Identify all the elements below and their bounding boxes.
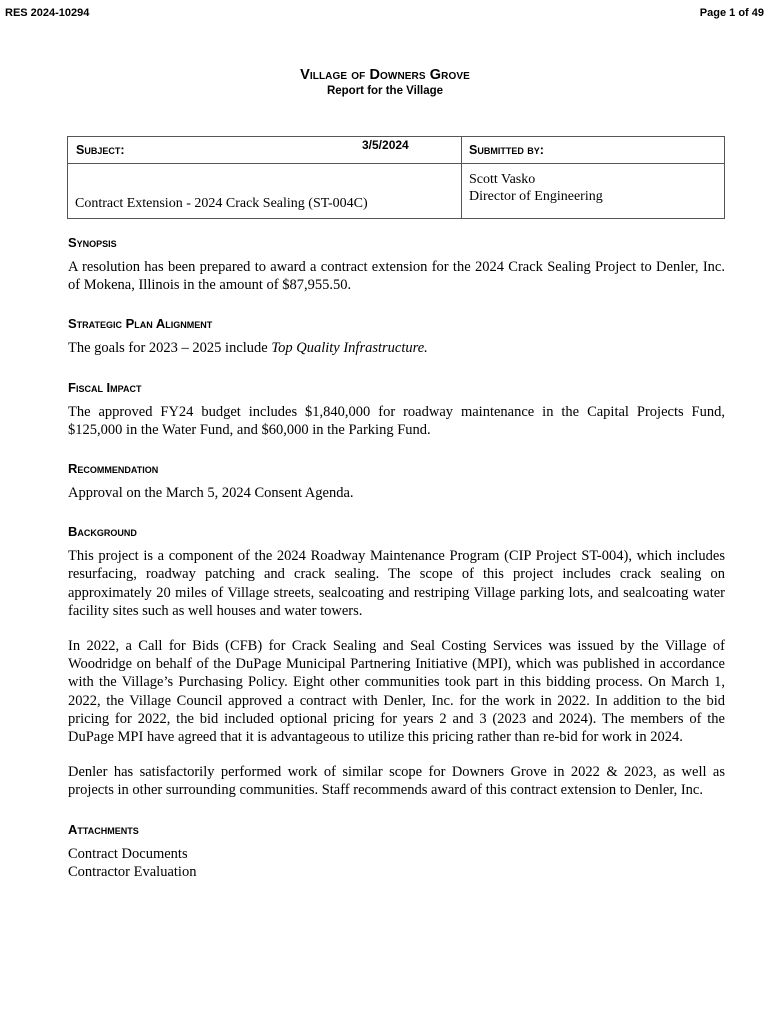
- strategic-text-prefix: The goals for 2023 – 2025 include: [68, 340, 272, 357]
- synopsis-heading: Synopsis: [68, 235, 117, 250]
- attachments-list: [68, 845, 725, 881]
- recommendation-text: Approval on the March 5, 2024 Consent Agenda.: [68, 485, 354, 502]
- title-block: [0, 67, 770, 97]
- fiscal-section: [68, 380, 725, 439]
- subject-label: Subject:: [76, 143, 125, 157]
- synopsis-section: [68, 235, 725, 294]
- background-section: [68, 524, 725, 799]
- document-subtitle: Report for the Village: [326, 85, 444, 97]
- background-paragraph: This project is a component of the 2024 Roadway Maintenance Program (CIP Project ST-004), which includes resurfacing, roadway patching and crack sealing. The scope of this project includes crack sealing on approximately 20 miles of Village streets, sealcoating and restriping Village parking lots, and sealcoating water facility sites such as well houses and water towers.: [68, 548, 725, 619]
- strategic-heading: Strategic Plan Alignment: [68, 316, 213, 332]
- submitted-header-cell: [462, 137, 725, 164]
- submitter-cell: [462, 164, 725, 219]
- subject-value-cell: [68, 164, 462, 219]
- background-paragraph: In 2022, a Call for Bids (CFB) for Crack Sealing and Seal Costing Services was issued by the Village of Woodridge on behalf of the DuPage Municipal Partnering Initiative (MPI), which was published in accordance with the Village’s Purchasing Policy. Eight other communities took part in this bidding process. On March 1, 2022, the Village Council approved a contract with Denler, Inc. for the work in 2022. In addition to the bid pricing for 2022, the bid included optional pricing for years 2 and 3 (2023 and 2024). The members of the DuPage MPI have agreed that it is advantageous to utilize this pricing rather than re-bid for work in 2024.: [68, 638, 725, 746]
- report-body: [68, 235, 725, 903]
- recommendation-heading: Recommendation: [68, 461, 159, 477]
- attachments-heading: Attachments: [68, 821, 139, 837]
- subject-value: Contract Extension - 2024 Crack Sealing (ST-004C): [75, 196, 368, 211]
- submitter-name: Scott Vasko: [469, 172, 536, 187]
- subject-table: [67, 136, 725, 219]
- fiscal-heading: Fiscal Impact: [68, 379, 142, 395]
- page-number: Page 1 of 49: [699, 7, 764, 19]
- document-title: Village of Downers Grove: [300, 67, 470, 83]
- background-heading: Background: [68, 524, 137, 540]
- strategic-goal: Top Quality Infrastructure.: [271, 340, 428, 357]
- report-date: 3/5/2024: [362, 138, 409, 152]
- attachments-section: [68, 822, 725, 881]
- strategic-section: [68, 316, 725, 357]
- fiscal-text: The approved FY24 budget includes $1,840,000 for roadway maintenance in the Capital Projects Fund, $125,000 in the Water Fund, and $60,000 in the Parking Fund.: [68, 403, 725, 438]
- background-paragraph: Denler has satisfactorily performed work of similar scope for Downers Grove in 2022 & 2023, as well as projects in other surrounding communities. Staff recommends award of this contract extension to Denler, Inc.: [68, 764, 725, 799]
- synopsis-text: A resolution has been prepared to award a contract extension for the 2024 Crack Sealing Project to Denler, Inc. of Mokena, Illinois in the amount of $87,955.50.: [68, 259, 725, 294]
- attachment-item: Contractor Evaluation: [68, 863, 197, 880]
- recommendation-section: [68, 461, 725, 502]
- attachment-item: Contract Documents: [68, 845, 188, 862]
- subject-header-cell: [68, 137, 462, 164]
- document-id: RES 2024-10294: [5, 7, 90, 19]
- submitter-title: Director of Engineering: [469, 189, 603, 204]
- strategic-text: [68, 339, 725, 357]
- submitted-by-label: Submitted by:: [469, 143, 544, 157]
